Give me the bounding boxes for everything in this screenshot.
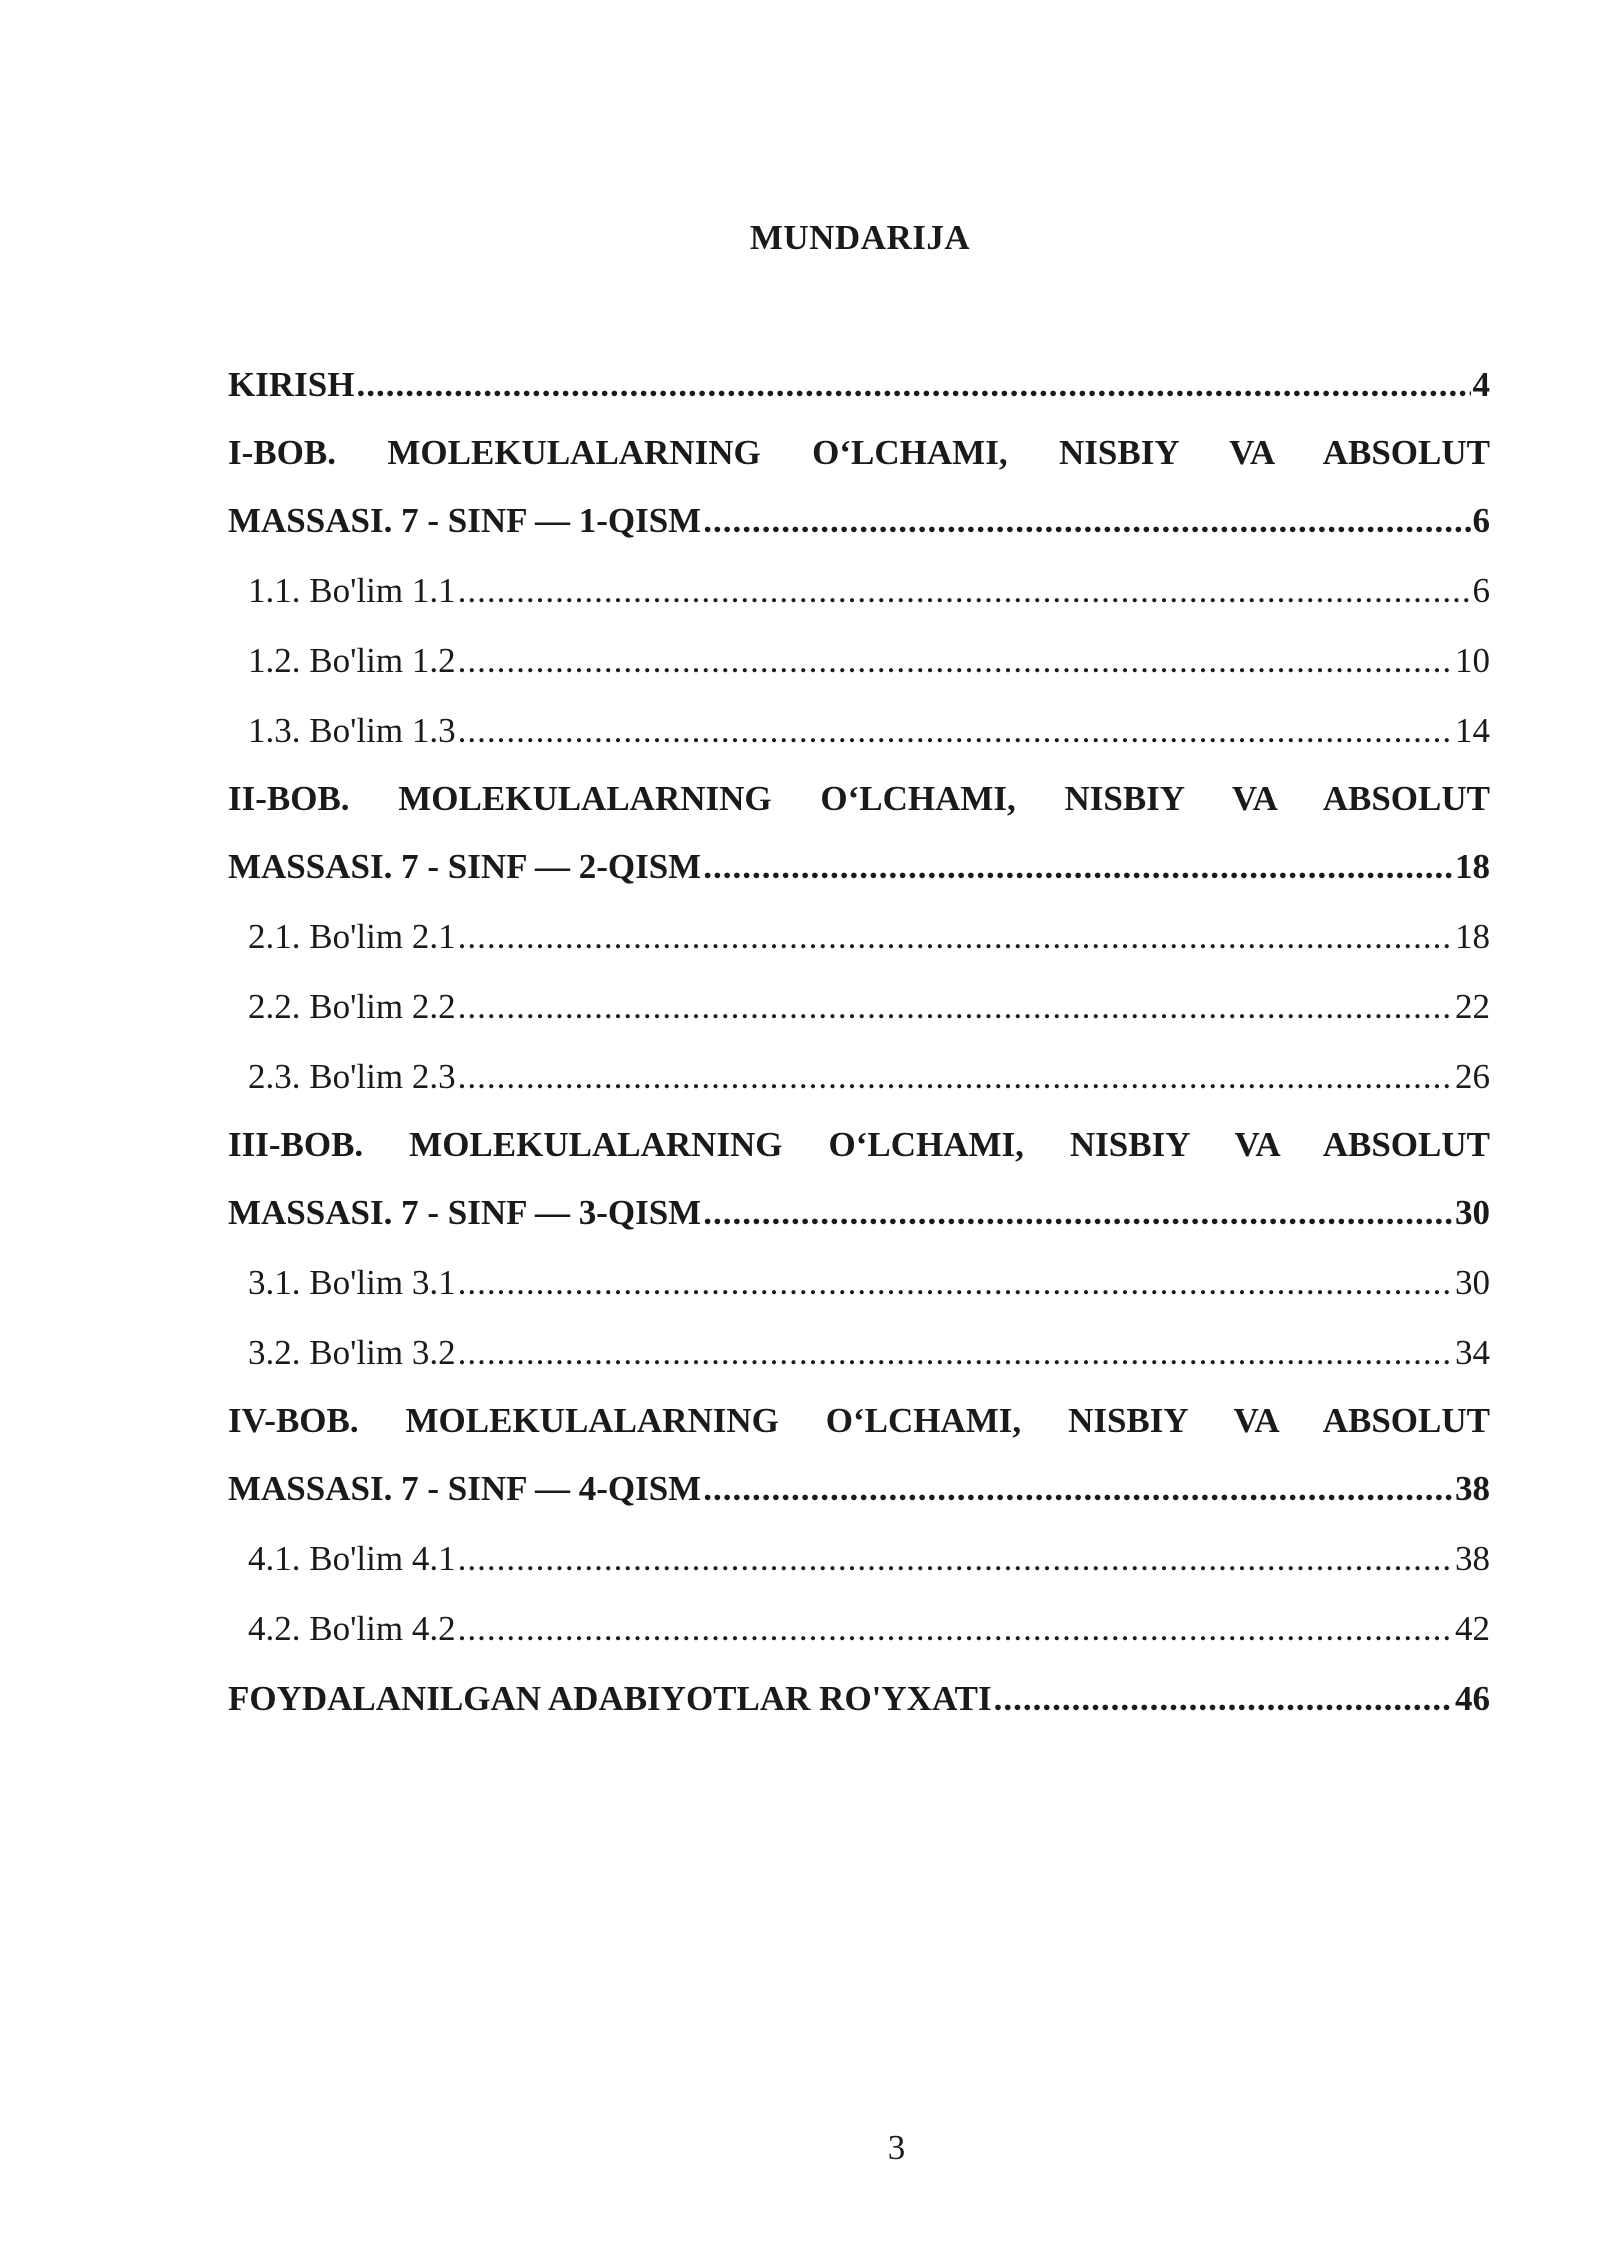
toc-entry-label: 2.2. Bo'lim 2.2 [248, 987, 456, 1026]
dot-leader [356, 350, 1470, 420]
chapter-3-heading[interactable]: III-BOB. MOLEKULALARNING O‘LCHAMI, NISBIY VA ABSOLUT [228, 1125, 1490, 1164]
toc-entry-page: 6 [1472, 571, 1490, 610]
toc-entry-label: 2.3. Bo'lim 2.3 [248, 1057, 456, 1096]
toc-entry-label: 4.1. Bo'lim 4.1 [248, 1539, 456, 1578]
toc-entry-section-2-2[interactable] [228, 972, 1490, 1042]
dot-leader [458, 626, 1453, 696]
chapter-1-heading[interactable]: I-BOB. MOLEKULALARNING O‘LCHAMI, NISBIY VA ABSOLUT [228, 433, 1490, 472]
toc-entry-references[interactable] [228, 1664, 1490, 1734]
toc-entry-section-1-1[interactable] [228, 556, 1490, 626]
toc-entry-page: 38 [1455, 1469, 1490, 1508]
toc-entry-page: 30 [1455, 1263, 1490, 1302]
toc-entry-section-2-1[interactable] [228, 902, 1490, 972]
toc-entry-page: 34 [1455, 1333, 1490, 1372]
dot-leader [458, 556, 1471, 626]
toc-entry-label: MASSASI. 7 - SINF — 1-QISM [228, 501, 702, 540]
toc-entry-label: 1.3. Bo'lim 1.3 [248, 711, 456, 750]
toc-entry-label: 3.1. Bo'lim 3.1 [248, 1263, 456, 1302]
dot-leader [994, 1664, 1453, 1734]
toc-entry-chapter-4[interactable] [228, 1454, 1490, 1524]
dot-leader [458, 902, 1453, 972]
toc-entry-label: MASSASI. 7 - SINF — 2-QISM [228, 847, 702, 886]
toc-entry-label: 2.1. Bo'lim 2.1 [248, 917, 456, 956]
toc-entry-page: 6 [1472, 501, 1490, 540]
toc-entry-chapter-2[interactable] [228, 832, 1490, 902]
dot-leader [458, 972, 1453, 1042]
toc-entry-page: 4 [1472, 365, 1490, 404]
toc-entry-section-1-3[interactable] [228, 696, 1490, 766]
toc-entry-section-3-1[interactable] [228, 1248, 1490, 1318]
toc-entry-section-3-2[interactable] [228, 1318, 1490, 1388]
chapter-2-heading[interactable]: II-BOB. MOLEKULALARNING O‘LCHAMI, NISBIY VA ABSOLUT [228, 779, 1490, 818]
dot-leader [703, 486, 1470, 556]
toc-entry-page: 46 [1455, 1679, 1490, 1718]
toc-entry-chapter-3[interactable] [228, 1178, 1490, 1248]
table-of-contents [228, 350, 1490, 1734]
toc-entry-page: 26 [1455, 1057, 1490, 1096]
toc-entry-label: MASSASI. 7 - SINF — 4-QISM [228, 1469, 702, 1508]
toc-title: MUNDARIJA [749, 218, 971, 257]
toc-entry-intro[interactable] [228, 350, 1490, 420]
toc-entry-label: 1.1. Bo'lim 1.1 [248, 571, 456, 610]
page-number: 3 [887, 2128, 906, 2167]
dot-leader [458, 1524, 1453, 1594]
toc-entry-section-1-2[interactable] [228, 626, 1490, 696]
toc-entry-page: 18 [1455, 917, 1490, 956]
chapter-4-heading[interactable]: IV-BOB. MOLEKULALARNING O‘LCHAMI, NISBIY VA ABSOLUT [228, 1401, 1490, 1440]
dot-leader [458, 696, 1453, 766]
dot-leader [458, 1318, 1453, 1388]
toc-entry-page: 18 [1455, 847, 1490, 886]
dot-leader [458, 1042, 1453, 1112]
dot-leader [703, 1178, 1453, 1248]
toc-entry-page: 22 [1455, 987, 1490, 1026]
toc-entry-chapter-1[interactable] [228, 486, 1490, 556]
dot-leader [458, 1248, 1453, 1318]
dot-leader [703, 832, 1453, 902]
toc-entry-section-4-2[interactable] [228, 1594, 1490, 1664]
toc-entry-page: 38 [1455, 1539, 1490, 1578]
toc-entry-page: 14 [1455, 711, 1490, 750]
toc-entry-page: 30 [1455, 1193, 1490, 1232]
dot-leader [458, 1594, 1453, 1664]
toc-entry-section-2-3[interactable] [228, 1042, 1490, 1112]
dot-leader [703, 1454, 1453, 1524]
toc-entry-section-4-1[interactable] [228, 1524, 1490, 1594]
toc-entry-label: MASSASI. 7 - SINF — 3-QISM [228, 1193, 702, 1232]
toc-entry-page: 42 [1455, 1609, 1490, 1648]
toc-entry-label: 4.2. Bo'lim 4.2 [248, 1609, 456, 1648]
toc-entry-label: 3.2. Bo'lim 3.2 [248, 1333, 456, 1372]
toc-entry-label: KIRISH [228, 365, 355, 404]
toc-entry-label: 1.2. Bo'lim 1.2 [248, 641, 456, 680]
toc-entry-page: 10 [1455, 641, 1490, 680]
toc-entry-label: FOYDALANILGAN ADABIYOTLAR RO'YXATI [228, 1679, 992, 1718]
